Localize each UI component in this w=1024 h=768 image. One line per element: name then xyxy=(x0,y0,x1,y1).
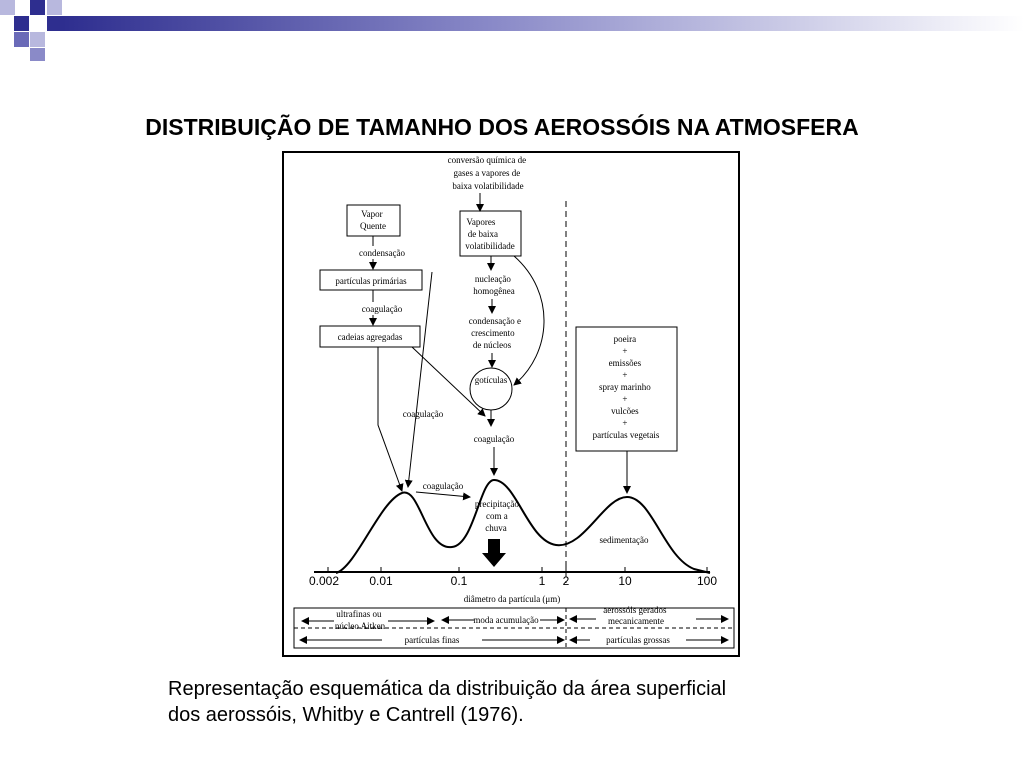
deco-square xyxy=(14,16,29,31)
tick-label: 10 xyxy=(618,574,632,588)
tick-label: 1 xyxy=(538,574,546,588)
range-aerossois-gerados: aerossóis gerados mecanicamente xyxy=(603,605,667,626)
tick-label: 100 xyxy=(696,574,718,588)
range-moda-acumulacao: moda acumulação xyxy=(473,615,539,625)
label-coagulacao-peak: coagulação xyxy=(422,481,464,491)
aerosol-diagram xyxy=(282,151,740,657)
diagram-svg xyxy=(284,153,740,657)
tick-label: 0.002 xyxy=(308,574,340,588)
deco-square xyxy=(30,32,45,47)
label-condensacao-crescimento: condensação e crescimento de núcleos xyxy=(468,316,521,350)
caption-line-2: dos aerossóis, Whitby e Cantrell (1976). xyxy=(168,704,524,726)
distribution-curve xyxy=(336,480,710,573)
deco-square xyxy=(47,16,62,31)
label-precipitacao: precipitação com a chuva xyxy=(474,499,519,533)
tick-label: 0.01 xyxy=(369,574,393,588)
arrow xyxy=(378,347,402,491)
deco-square xyxy=(0,0,15,15)
box-vapor-quente-label: Vapor Quente xyxy=(360,209,386,231)
slide-title: DISTRIBUIÇÃO DE TAMANHO DOS AEROSSÓIS NA ATMOSFERA xyxy=(145,114,859,140)
range-ultrafinas: ultrafinas ou núcleo Aitken xyxy=(334,609,386,631)
precipitation-arrow-icon xyxy=(482,539,506,567)
box-vapores-label: Vapores de baixa volatibilidade xyxy=(465,217,515,251)
range-particulas-grossas: partículas grossas xyxy=(606,635,670,645)
deco-square xyxy=(47,0,62,15)
label-coagulacao-mid: coagulação xyxy=(473,434,515,444)
deco-square xyxy=(14,32,29,47)
box-particulas-primarias-label: partículas primárias xyxy=(335,276,407,286)
figure-caption xyxy=(168,676,928,728)
label-coagulacao: coagulação xyxy=(361,304,403,314)
deco-square xyxy=(30,48,45,61)
box-cadeias-agregadas-label: cadeias agregadas xyxy=(337,332,403,342)
tick-label: 0.1 xyxy=(450,574,468,588)
deco-square xyxy=(30,0,45,15)
header-gradient-bar xyxy=(62,16,1024,31)
range-particulas-finas: partículas finas xyxy=(404,635,460,645)
label-nucleacao: nucleação homogênea xyxy=(473,274,515,296)
label-goticulas: gotículas xyxy=(474,375,508,385)
arrow xyxy=(408,272,432,487)
header-decoration xyxy=(0,0,1024,70)
label-sedimentacao: sedimentação xyxy=(599,535,649,545)
arrow xyxy=(416,492,470,497)
caption-line-1: Representação esquemática da distribuição da área superficial xyxy=(168,678,727,700)
label-coagulacao-left: coagulação xyxy=(402,409,444,419)
x-axis-label: diâmetro da partícula (μm) xyxy=(463,594,561,604)
source-text: conversão química de gases a vapores de baixa volatibilidade xyxy=(447,155,527,191)
label-condensacao: condensação xyxy=(359,248,405,258)
box-natural-sources-label: poeira + emissões + spray marinho + vulcões + partículas vegetais xyxy=(592,334,660,440)
tick-label: 2 xyxy=(562,574,570,588)
